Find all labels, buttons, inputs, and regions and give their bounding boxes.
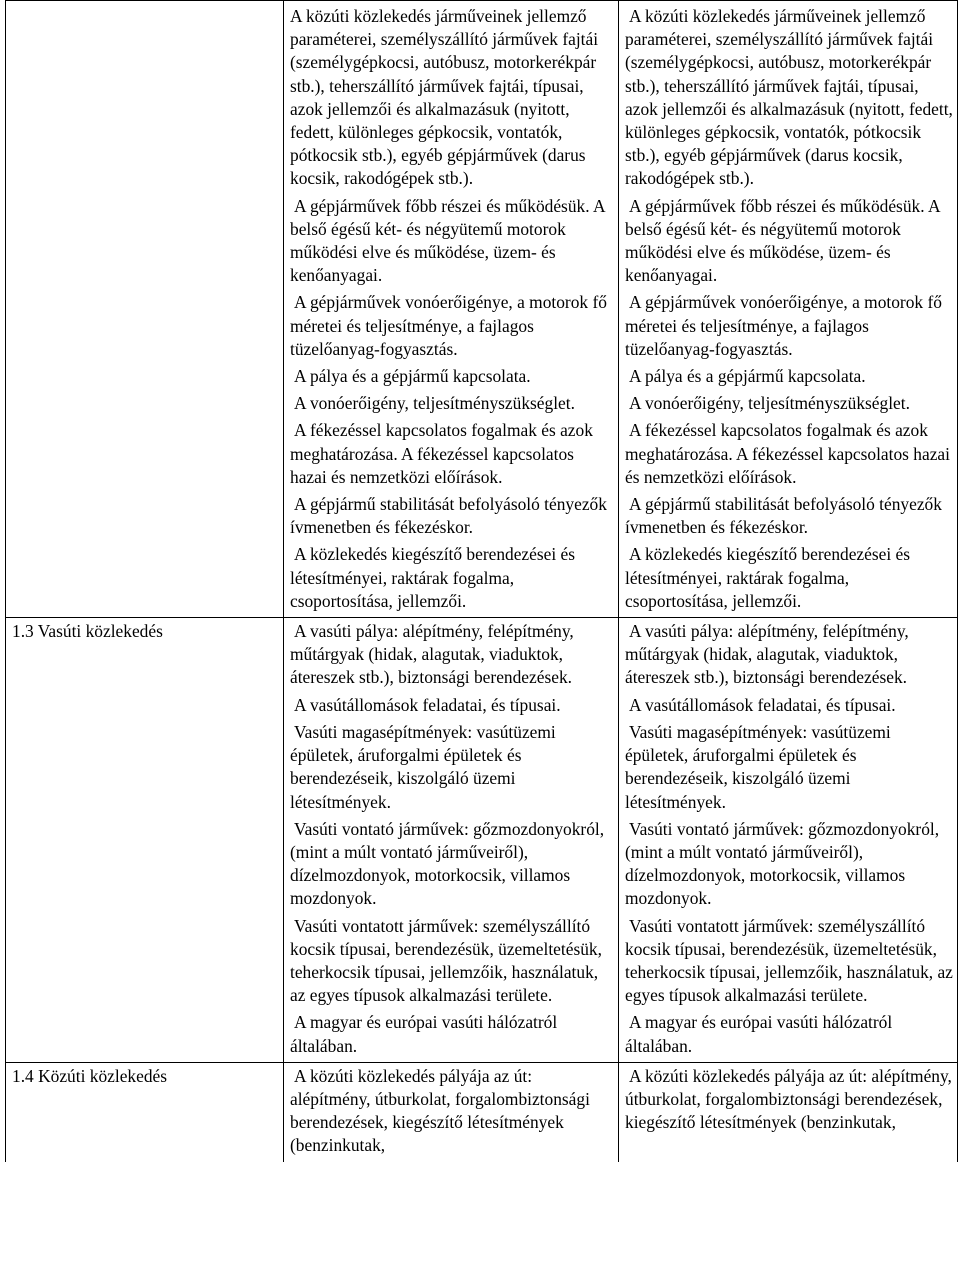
curriculum-table xyxy=(5,0,958,1162)
topic-cell: 1.4 Közúti közlekedés xyxy=(6,1062,284,1161)
content-paragraph: A közúti közlekedés pályája az út: alépítmény, útburkolat, forgalombiztonsági berendezések, kiegészítő létesítmények (benzinkutak, xyxy=(625,1065,952,1133)
content-paragraph: Vasúti vontatott járművek: személyszállító kocsik típusai, berendezésük, üzemeltetésük, teherkocsik típusai, jellemzőik, használatuk, az egyes típusok alkalmazási területe. xyxy=(625,915,953,1006)
content-paragraph: A magyar és európai vasúti hálózatról általában. xyxy=(290,1012,558,1056)
table-row xyxy=(6,1062,958,1161)
content-cell-right xyxy=(619,618,958,1063)
content-paragraph: A közúti közlekedés járműveinek jellemző paraméterei, személyszállító járművek fajtái (személygépkocsi, autóbusz, motorkerékpár stb.), teherszállító járművek fajtái, típusai, azok jellemzői és alkalmazásuk (nyitott, fedett, különleges gépkocsik, vontatók, pótkocsik stb.), egyéb gépjárművek (darus kocsik, rakodógépek stb.). xyxy=(290,6,599,189)
table-row xyxy=(6,618,958,1063)
content-cell-left xyxy=(284,618,619,1063)
content-paragraph: A gépjárművek vonóerőigénye, a motorok fő méretei és teljesítménye, a fajlagos tüzelőanyag-fogyasztás. xyxy=(625,292,942,359)
content-paragraph: A fékezéssel kapcsolatos fogalmak és azok meghatározása. A fékezéssel kapcsolatos hazai és nemzetközi előírások. xyxy=(290,420,593,487)
table-row xyxy=(6,1,958,618)
content-paragraph: A pálya és a gépjármű kapcsolata. xyxy=(629,366,866,387)
content-paragraph: A vasúti pálya: alépítmény, felépítmény, műtárgyak (hidak, alagutak, viaduktok, átereszek stb.), biztonsági berendezések. xyxy=(625,621,909,688)
content-paragraph: A vonóerőigény, teljesítményszükséglet. xyxy=(629,393,910,414)
content-paragraph: Vasúti magasépítmények: vasútüzemi épületek, áruforgalmi épületek és berendezéseik, kiszolgáló üzemi létesítmények. xyxy=(625,721,891,812)
content-cell-left xyxy=(284,1,619,618)
content-paragraph: A gépjárművek főbb részei és működésük. A belső égésű két- és négyütemű motorok működési elve és működése, üzem- és kenőanyagai. xyxy=(625,195,940,286)
content-cell-right xyxy=(619,1,958,618)
content-paragraph: A gépjármű stabilitását befolyásoló tényezők ívmenetben és fékezéskor. xyxy=(625,494,942,538)
content-paragraph: A magyar és európai vasúti hálózatról általában. xyxy=(625,1012,893,1056)
topic-cell: 1.3 Vasúti közlekedés xyxy=(6,618,284,1063)
content-cell-left xyxy=(284,1062,619,1161)
content-paragraph: A közlekedés kiegészítő berendezései és létesítményei, raktárak fogalma, csoportosítása, jellemzői. xyxy=(290,544,576,611)
content-paragraph: A pálya és a gépjármű kapcsolata. xyxy=(294,366,531,387)
content-paragraph: A vonóerőigény, teljesítményszükséglet. xyxy=(294,393,575,414)
content-paragraph: A vasútállomások feladatai, és típusai. xyxy=(294,694,561,715)
content-cell-right xyxy=(619,1062,958,1161)
content-paragraph: A közlekedés kiegészítő berendezései és létesítményei, raktárak fogalma, csoportosítása, jellemzői. xyxy=(625,544,911,611)
content-paragraph: A fékezéssel kapcsolatos fogalmak és azok meghatározása. A fékezéssel kapcsolatos hazai és nemzetközi előírások. xyxy=(625,420,950,487)
content-paragraph: Vasúti magasépítmények: vasútüzemi épületek, áruforgalmi épületek és berendezéseik, kiszolgáló üzemi létesítmények. xyxy=(290,721,556,812)
content-paragraph: Vasúti vontató járművek: gőzmozdonyokról, (mint a múlt vontató járműveiről), dízelmozdonyok, motorkocsik, villamos mozdonyok. xyxy=(290,818,605,909)
content-paragraph: A gépjárművek vonóerőigénye, a motorok fő méretei és teljesítménye, a fajlagos tüzelőanyag-fogyasztás. xyxy=(290,292,607,359)
content-paragraph: A gépjárművek főbb részei és működésük. A belső égésű két- és négyütemű motorok működési elve és működése, üzem- és kenőanyagai. xyxy=(290,195,605,286)
content-paragraph: A vasúti pálya: alépítmény, felépítmény, műtárgyak (hidak, alagutak, viaduktok, átereszek stb.), biztonsági berendezések. xyxy=(290,621,574,688)
content-paragraph: Vasúti vontató járművek: gőzmozdonyokról, (mint a múlt vontató járműveiről), dízelmozdonyok, motorkocsik, villamos mozdonyok. xyxy=(625,818,940,909)
topic-cell xyxy=(6,1,284,618)
content-paragraph: A közúti közlekedés járműveinek jellemző paraméterei, személyszállító járművek fajtái (személygépkocsi, autóbusz, motorkerékpár stb.), teherszállító járművek fajtái, típusai, azok jellemzői és alkalmazásuk (nyitott, fedett, különleges gépkocsik, vontatók, pótkocsik stb.), egyéb gépjárművek (darus kocsik, rakodógépek stb.). xyxy=(625,6,953,189)
content-paragraph: Vasúti vontatott járművek: személyszállító kocsik típusai, berendezésük, üzemeltetésük, teherkocsik típusai, jellemzőik, használatuk, az egyes típusok alkalmazási területe. xyxy=(290,915,602,1006)
curriculum-table-body xyxy=(6,1,958,1162)
content-paragraph: A gépjármű stabilitását befolyásoló tényezők ívmenetben és fékezéskor. xyxy=(290,494,607,538)
content-paragraph: A közúti közlekedés pályája az út: alépítmény, útburkolat, forgalombiztonsági berendezések, kiegészítő létesítmények (benzinkutak, xyxy=(290,1065,590,1156)
content-paragraph: A vasútállomások feladatai, és típusai. xyxy=(629,694,896,715)
